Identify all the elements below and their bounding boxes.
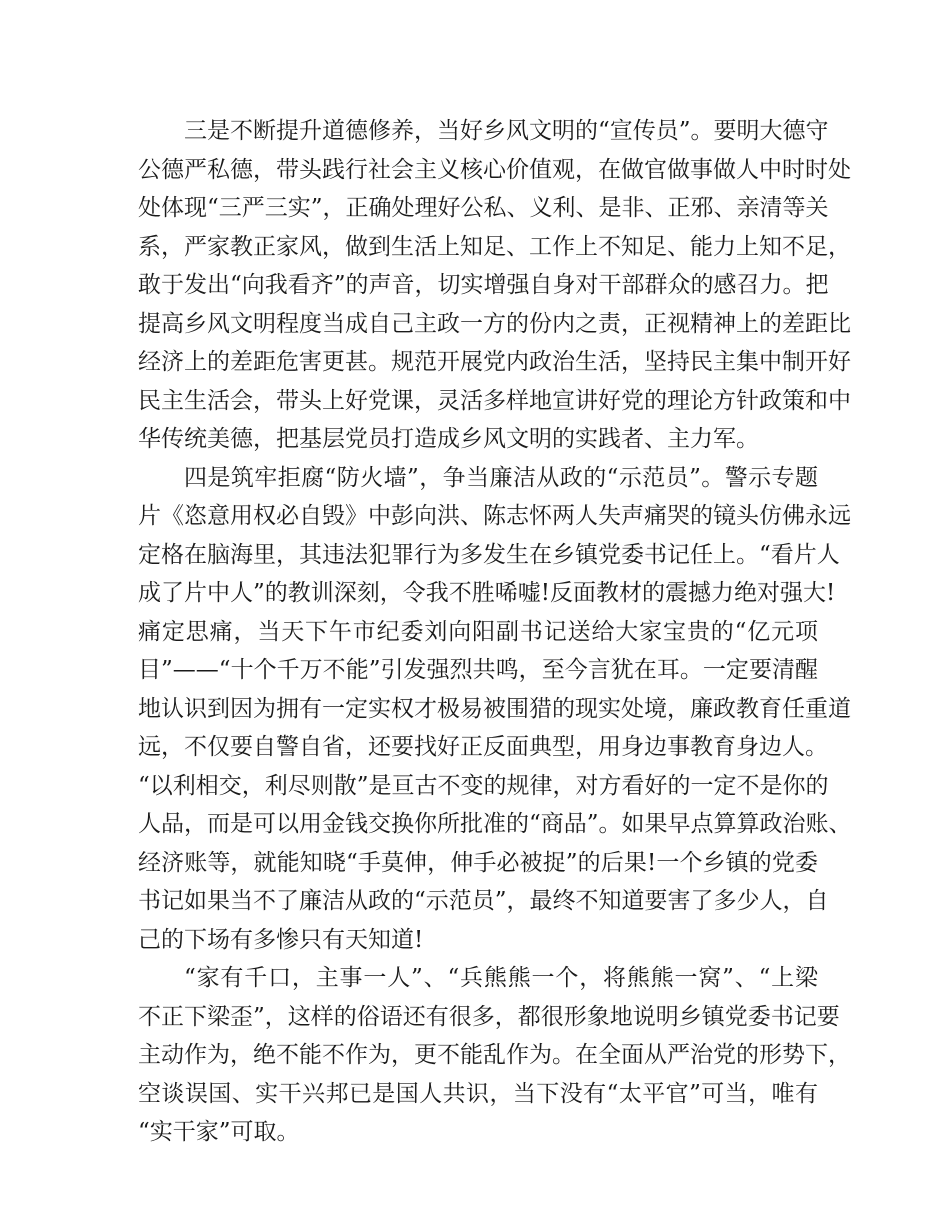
body-text (138, 112, 852, 1152)
paragraph-5-line-1: “家有千口，主事一人”、“兵熊熊一个，将熊熊一窝”、“上梁 (184, 965, 818, 991)
paragraph-3-line-4: 系，严家教正家风，做到生活上知足、工作上不知足、能力上知不足， (138, 233, 851, 260)
paragraph-4-line-8: 远，不仅要自警自省，还要找好正反面典型，用身边事教育身边人。 (138, 734, 828, 760)
paragraph-4-line-7: 地认识到因为拥有一定实权才极易被围猎的现实处境，廉政教育任重道 (138, 695, 851, 722)
paragraph-4-line-4: 成了片中人”的教训深刻，令我不胜唏嘘!反面教材的震撼力绝对强大! (138, 580, 836, 606)
paragraph-5-line-5: “实干家”可取。 (138, 1119, 300, 1145)
paragraph-4-line-9: “以利相交，利尽则散”是亘古不变的规律，对方看好的一定不是你的 (138, 772, 829, 799)
paragraph-4-line-12: 书记如果当不了廉洁从政的“示范员”，最终不知道要害了多少人，自 (138, 888, 829, 914)
paragraph-5-line-4: 空谈误国、实干兴邦已是国人共识，当下没有“太平官”可当，唯有 (138, 1080, 818, 1107)
paragraph-3-line-2: 公德严私德，带头践行社会主义核心价值观，在做官做事做人中时时处 (138, 156, 851, 183)
paragraph-3-line-3: 处体现“三严三实”，正确处理好公私、义利、是非、正邪、亲清等关 (138, 195, 829, 221)
paragraph-3-line-9: 华传统美德，把基层党员打造成乡风文明的实践者、主力军。 (138, 426, 759, 452)
paragraph-4-line-2: 片《恣意用权必自毁》中彭向洪、陈志怀两人失声痛哭的镜头仿佛永远 (138, 503, 851, 529)
paragraph-4-line-6: 目”——“十个千万不能”引发强烈共鸣，至今言犹在耳。一定要清醒 (138, 657, 818, 683)
paragraph-3-line-7: 经济上的差距危害更甚。规范开展党内政治生活，坚持民主集中制开好 (138, 349, 851, 375)
paragraph-3-line-8: 民主生活会，带头上好党课，灵活多样地宣讲好党的理论方针政策和中 (138, 387, 851, 414)
paragraph-5-line-3: 主动作为，绝不能不作为，更不能乱作为。在全面从严治党的形势下， (138, 1042, 851, 1068)
paragraph-4-line-3: 定格在脑海里，其违法犯罪行为多发生在乡镇党委书记任上。“看片人 (138, 541, 840, 568)
paragraph-3-line-1: 三是不断提升道德修养，当好乡风文明的“宣传员”。要明大德守 (184, 118, 829, 144)
paragraph-4-line-5: 痛定思痛，当天下午市纪委刘向阳副书记送给大家宝贵的“亿元项 (138, 618, 818, 645)
paragraph-5-line-2: 不正下梁歪”，这样的俗语还有很多，都很形象地说明乡镇党委书记要 (138, 1003, 840, 1030)
paragraph-4-line-13: 己的下场有多惨只有天知道! (138, 926, 424, 953)
paragraph-4-line-10: 人品，而是可以用金钱交换你所批准的“商品”。如果早点算算政治账、 (138, 811, 852, 837)
paragraph-4-line-11: 经济账等，就能知晓“手莫伸，伸手必被捉”的后果!一个乡镇的党委 (138, 849, 818, 876)
paragraph-3-line-5: 敢于发出“向我看齐”的声音，切实增强自身对干部群众的感召力。把 (138, 272, 829, 298)
paragraph-4-line-1: 四是筑牢拒腐“防火墙”，争当廉洁从政的“示范员”。警示专题 (184, 464, 818, 491)
paragraph-3-line-6: 提高乡风文明程度当成自己主政一方的份内之责，正视精神上的差距比 (138, 310, 851, 337)
